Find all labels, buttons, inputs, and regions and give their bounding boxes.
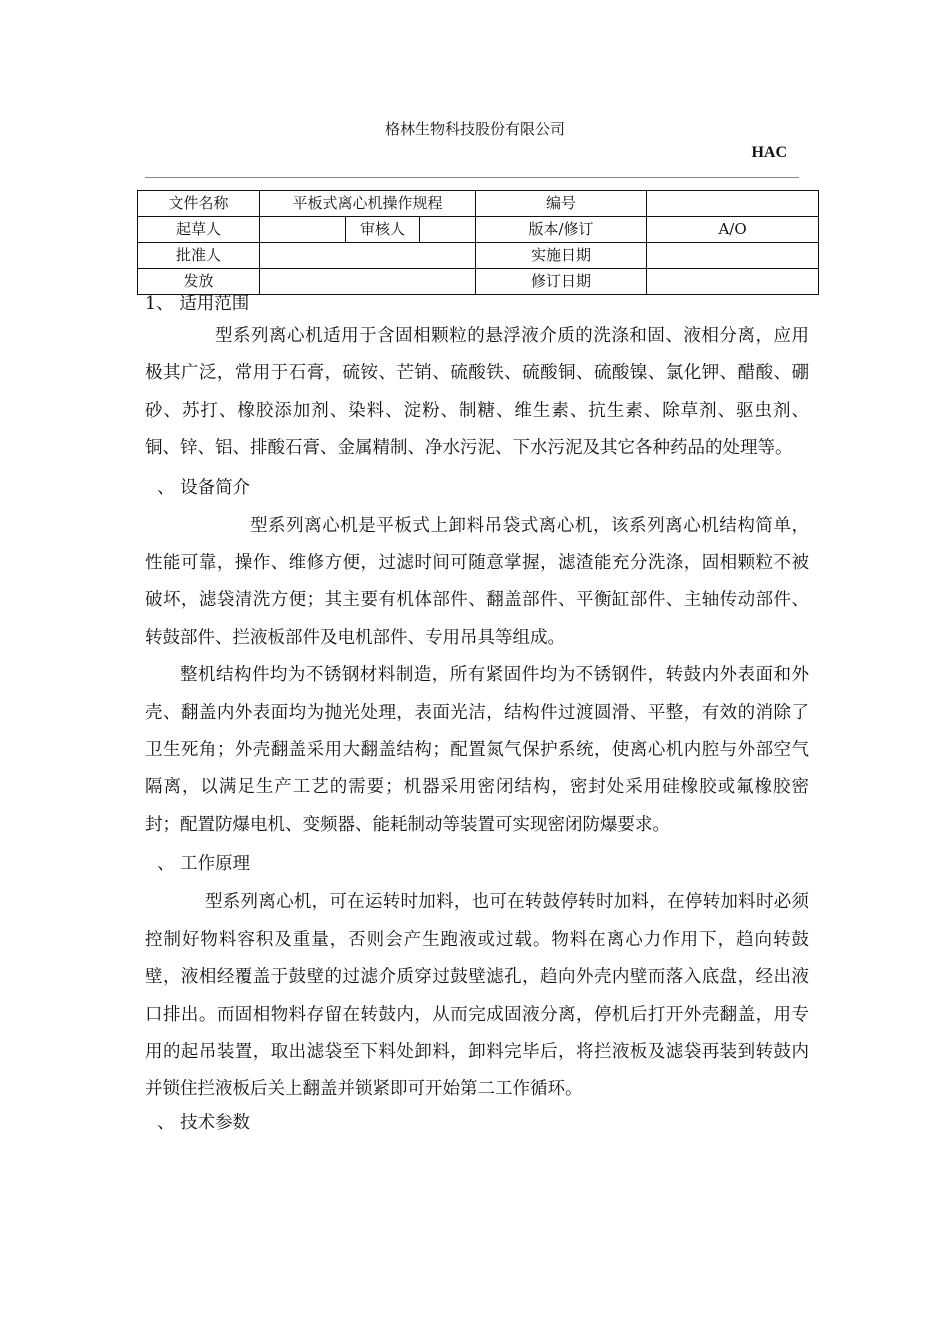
revision-date-label: 修订日期 <box>476 269 647 295</box>
section-title-equipment: 、 设备简介 <box>157 477 251 498</box>
reviewer-value <box>420 217 476 243</box>
drafter-value <box>260 217 346 243</box>
table-row <box>138 217 819 243</box>
file-name-label: 文件名称 <box>138 191 260 217</box>
effective-date-value <box>647 243 819 269</box>
paragraph-principle: 型系列离心机，可在运转时加料，也可在转鼓停转时加料，在停转加料时必须控制好物料容积及重量，否则会产生跑液或过载。物料在离心力作用下，趋向转鼓壁，液相经覆盖于鼓壁的过滤介质穿过鼓壁滤孔，趋向外壳内壁而落入底盘，经出液口排出。而固相物料存留在转鼓内，从而完成固液分离，停机后打开外壳翻盖，用专用的起吊装置，取出滤袋至下料处卸料，卸料完毕后，将拦液板及滤袋再装到转鼓内并锁住拦液板后关上翻盖并锁紧即可开始第二工作循环。 <box>145 892 809 1100</box>
document-info-table <box>137 190 819 295</box>
table-row <box>138 243 819 269</box>
distribution-label: 发放 <box>138 269 260 295</box>
paragraph-scope: 型系列离心机适用于含固相颗粒的悬浮液介质的洗涤和固、液相分离，应用极其广泛，常用于石膏，硫铵、芒销、硫酸铁、硫酸铜、硫酸镍、氯化钾、醋酸、硼砂、苏打、橡胶添加剂、染料、淀粉、制糖、维生素、抗生素、除草剂、驱虫剂、铜、锌、铝、排酸石膏、金属精制、净水污泥、下水污泥及其它各种药品的处理等。 <box>145 326 809 459</box>
paragraph-equipment-structure: 整机结构件均为不锈钢材料制造，所有紧固件均为不锈钢件，转鼓内外表面和外壳、翻盖内外表面均为抛光处理，表面光洁，结构件过渡圆滑、平整，有效的消除了卫生死角；外壳翻盖采用大翻盖结构；配置氮气保护系统，使离心机内腔与外部空气隔离，以满足生产工艺的需要；机器采用密闭结构，密封处采用硅橡胶或氟橡胶密封；配置防爆电机、变频器、能耗制动等装置可实现密闭防爆要求。 <box>145 665 809 835</box>
section-title-principle: 、 工作原理 <box>157 854 251 875</box>
document-code: HAC <box>751 144 787 161</box>
header-divider <box>145 177 799 178</box>
number-label: 编号 <box>476 191 647 217</box>
section-title-scope: 1、 适用范围 <box>145 294 250 314</box>
approver-value <box>260 243 476 269</box>
reviewer-label: 审核人 <box>346 217 420 243</box>
section-title-parameters: 、 技术参数 <box>157 1112 251 1133</box>
version-label: 版本/修订 <box>476 217 647 243</box>
table-row <box>138 191 819 217</box>
company-name: 格林生物科技股份有限公司 <box>384 120 565 138</box>
number-value <box>647 191 819 217</box>
drafter-label: 起草人 <box>138 217 260 243</box>
paragraph-equipment-intro: 型系列离心机是平板式上卸料吊袋式离心机，该系列离心机结构简单，性能可靠，操作、维修方便，过滤时间可随意掌握，滤渣能充分洗涤，固相颗粒不被破坏，滤袋清洗方便；其主要有机体部件、翻盖部件、平衡缸部件、主轴传动部件、转鼓部件、拦液板部件及电机部件、专用吊具等组成。 <box>145 515 809 648</box>
version-value: A/O <box>647 217 819 243</box>
effective-date-label: 实施日期 <box>476 243 647 269</box>
approver-label: 批准人 <box>138 243 260 269</box>
document-body <box>145 290 809 1137</box>
file-name-value: 平板式离心机操作规程 <box>260 191 476 217</box>
